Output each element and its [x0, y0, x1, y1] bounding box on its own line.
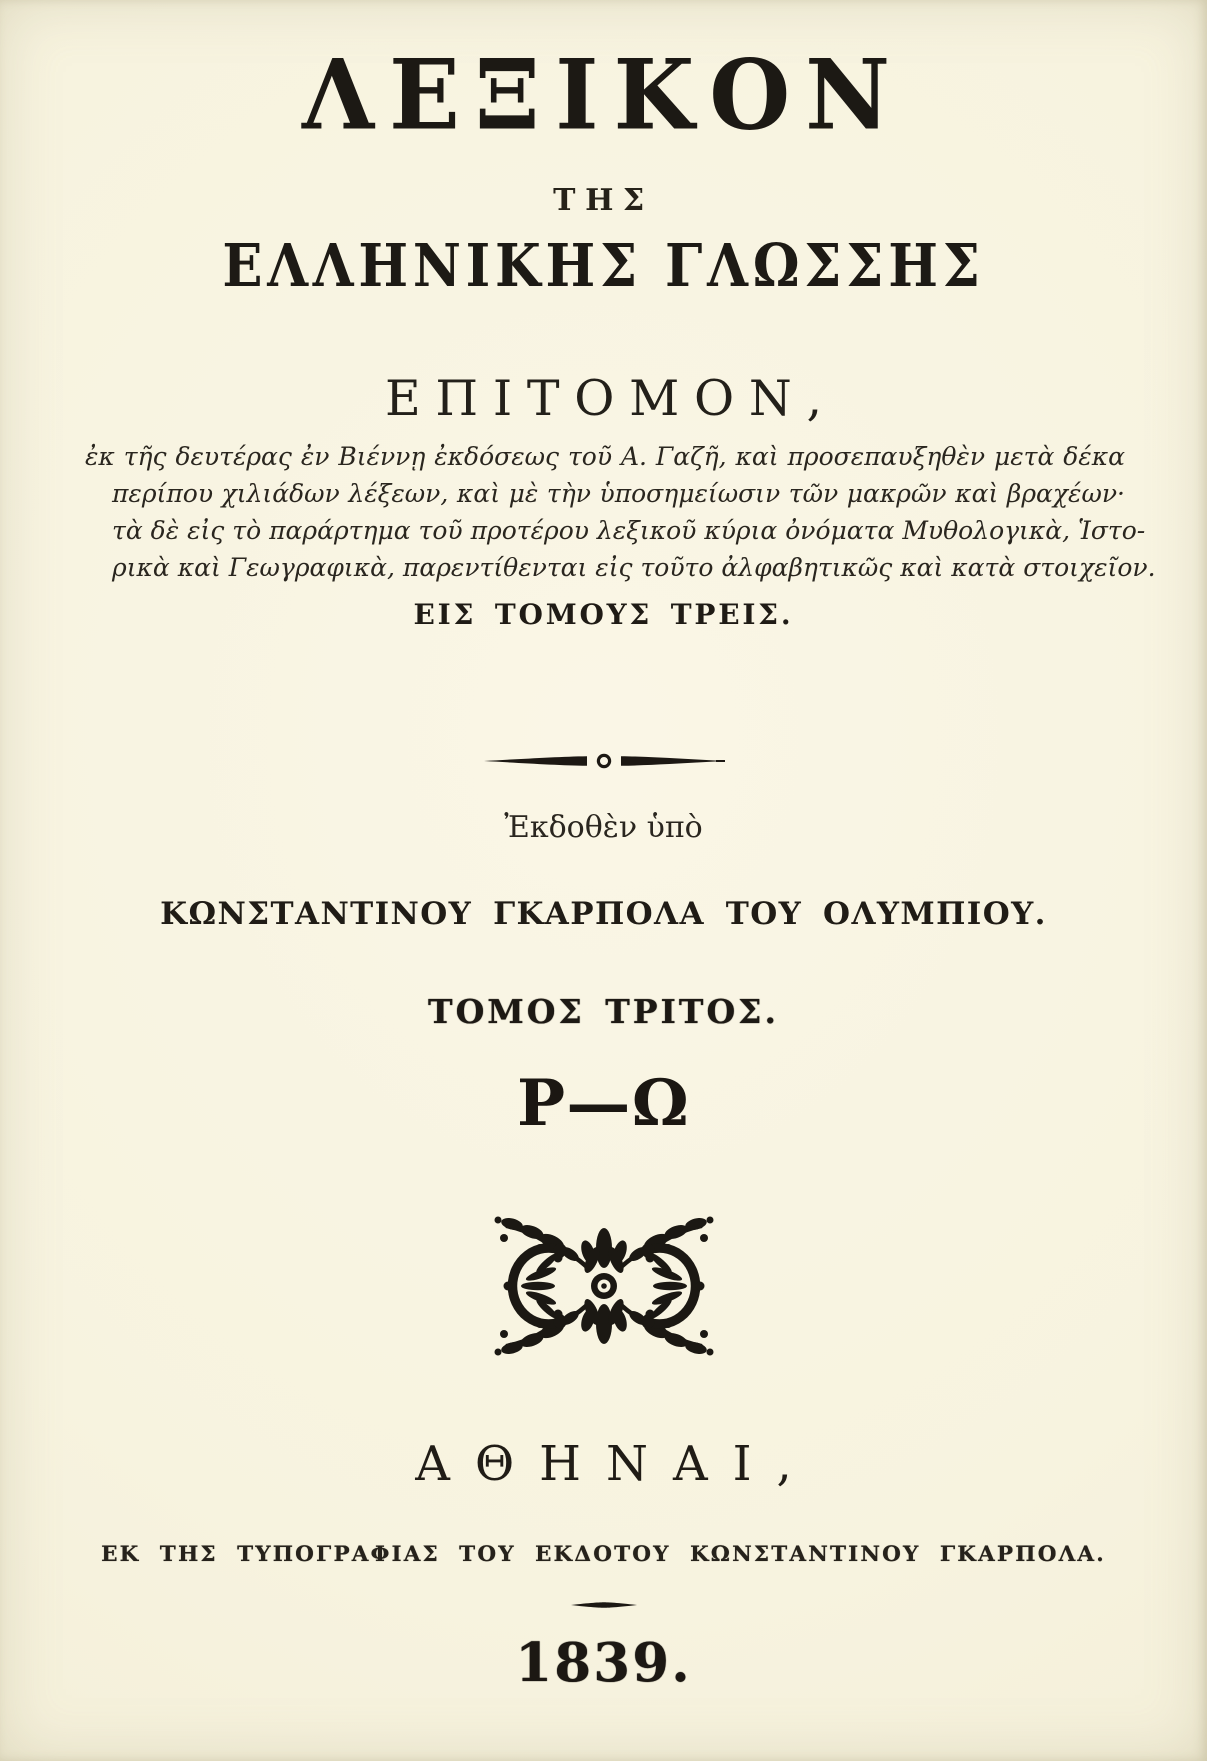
description-line: ρικὰ καὶ Γεωγραφικὰ, παρεντίθενται εἰς τοῦτο ἀλφαβητικῶς καὶ κατὰ στοιχεῖον.: [112, 553, 1156, 582]
letter-range: Ρ—Ω: [517, 1066, 690, 1141]
description-line: ἐκ τῆς δευτέρας ἐν Βιέννῃ ἐκδόσεως τοῦ Α. Γαζῆ, καὶ προσεπαυξηθὲν μετὰ δέκα: [85, 442, 1125, 471]
publication-year: 1839.: [515, 1632, 692, 1694]
city-name: ΑΘΗΝΑΙ,: [415, 1436, 817, 1492]
volumes-note: ΕΙΣ ΤΟΜΟΥΣ ΤΡΕΙΣ.: [413, 598, 794, 631]
publisher-name: ΚΩΝΣΤΑΝΤΙΝΟΥ ΓΚΑΡΠΟΛΑ ΤΟΥ ΟΛΥΜΠΙΟΥ.: [160, 896, 1047, 932]
description-line: τὰ δὲ εἰς τὸ παράρτημα τοῦ προτέρου λεξικοῦ κύρια ὀνόματα Μυθολογικὰ, Ἱστο-: [112, 516, 1146, 545]
book-title: ΛΕΞΙΚΟΝ: [302, 37, 905, 152]
edition-title: ΕΠΙΤΟΜΟΝ,: [384, 370, 837, 427]
small-rule-divider: [0, 1600, 1207, 1619]
published-by-label: Ἐκδοθὲν ὑπὸ: [504, 810, 703, 845]
swelled-rule-divider: [0, 752, 1207, 771]
imprint-line: ΕΚ ΤΗΣ ΤΥΠΟΓΡΑΦΙΑΣ ΤΟΥ ΕΚΔΟΤΟΥ ΚΩΝΣΤΑΝΤΙΝΟΥ ΓΚΑΡΠΟΛΑ.: [101, 1542, 1106, 1567]
floral-ornament-icon: [0, 1205, 1207, 1367]
volume-label: ΤΟΜΟΣ ΤΡΙΤΟΣ.: [428, 992, 779, 1031]
edition-description: [85, 438, 1156, 586]
book-subtitle: ΕΛΛΗΝΙΚΗΣ ΓΛΩΣΣΗΣ: [222, 231, 985, 301]
title-article: ΤΗΣ: [553, 183, 654, 218]
description-line: περίπου χιλιάδων λέξεων, καὶ μὲ τὴν ὑποσημείωσιν τῶν μακρῶν καὶ βραχέων·: [112, 479, 1125, 508]
